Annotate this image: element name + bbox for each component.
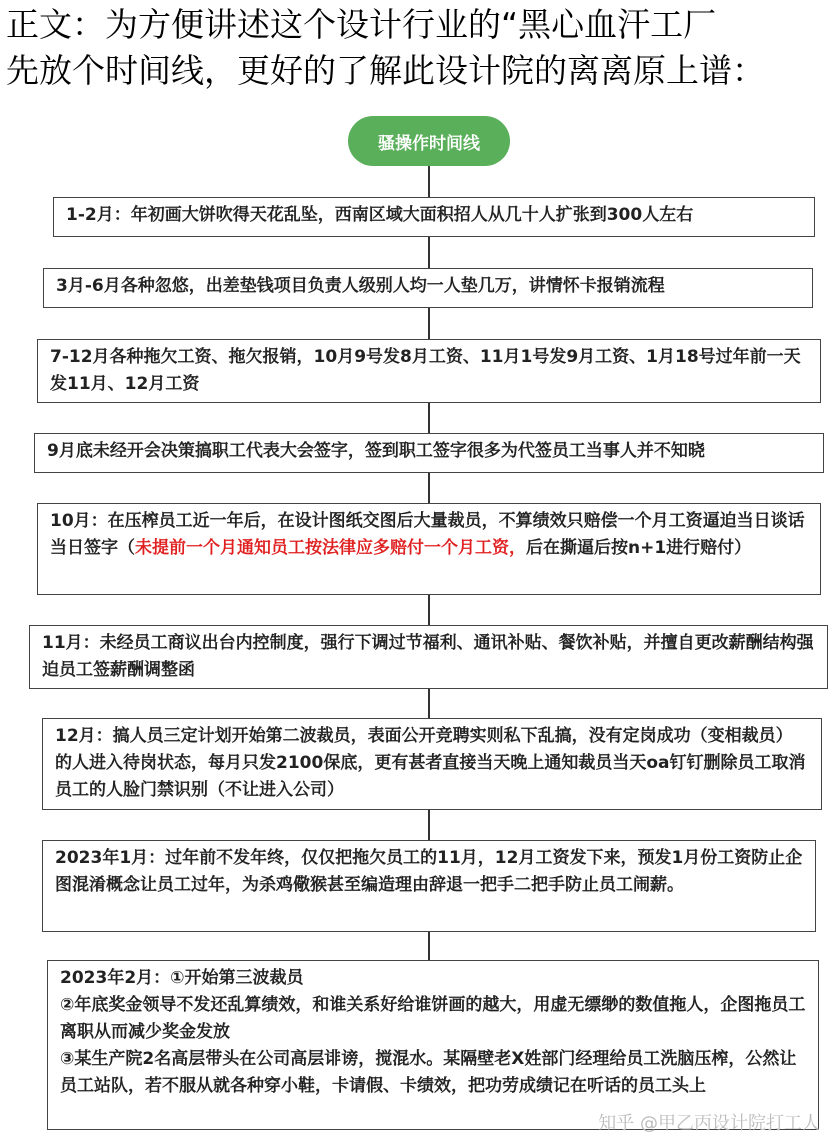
timeline-item-2023-feb	[47, 960, 819, 1130]
timeline-item-text-after: 后在撕逼后按n+1进行赔付）	[526, 538, 752, 558]
header-line-2: 先放个时间线，更好的了解此设计院的离离原上谱：	[6, 51, 765, 90]
timeline-item-sep	[34, 433, 824, 473]
watermark: 知乎 @甲乙丙设计院打工人	[598, 1113, 820, 1134]
timeline-item-line-1: 2023年2月：①开始第三波裁员	[60, 968, 304, 988]
timeline-item-line-2: ②年底奖金领导不发还乱算绩效，和谁关系好给谁饼画的越大，用虚无缥缈的数值拖人，企图拖员工离职从而减少奖金发放	[60, 995, 806, 1042]
timeline-item-text: 11月：未经员工商议出台内控制度，强行下调过节福利、通讯补贴、餐饮补贴，并擅自更改薪酬结构强迫员工签薪酬调整函	[42, 633, 814, 680]
timeline-item-2023-jan	[42, 840, 816, 932]
timeline-item-line-3: ③某生产院2名高层带头在公司高层诽谤，搅混水。某隔壁老X姓部门经理给员工洗脑压榨，公然让员工站队，若不服从就各种穿小鞋，卡请假、卡绩效，把功劳成绩记在听话的员工头上	[60, 1049, 797, 1096]
timeline-item-nov	[29, 625, 828, 689]
timeline-item-mar-jun	[43, 268, 813, 308]
timeline-item-text-highlight: 未提前一个月通知员工按法律应多赔付一个月工资，	[135, 538, 526, 558]
timeline-item-text: 1-2月：年初画大饼吹得天花乱坠，西南区域大面积招人从几十人扩张到300人左右	[66, 205, 694, 225]
timeline-item-jan-feb	[53, 197, 815, 237]
timeline-item-text: 7-12月各种拖欠工资、拖欠报销，10月9号发8月工资、11月1号发9月工资、1月18号过年前一天发11月、12月工资	[50, 347, 801, 394]
timeline-item-jul-dec	[37, 339, 821, 403]
timeline-item-text: 2023年1月：过年前不发年终，仅仅把拖欠员工的11月，12月工资发下来，预发1月份工资防止企图混淆概念让员工过年，为杀鸡儆猴甚至编造理由辞退一把手二把手防止员工闹薪。	[55, 848, 803, 895]
article-header	[6, 2, 828, 94]
timeline-item-text: 12月：搞人员三定计划开始第二波裁员，表面公开竞聘实则私下乱搞，没有定岗成功（变相裁员）的人进入待岗状态，每月只发2100保底，更有甚者直接当天晚上通知裁员当天oa钉钉删除员工取消员工的人脸门禁识别（不让进入公司）	[55, 726, 806, 800]
timeline-item-text-before: 10月：在压榨员工近一年后，在设计图纸交图后大量裁员，不算绩效只赔偿一个月工资逼迫当日谈话当日签字（	[50, 511, 805, 558]
timeline-item-text: 3月-6月各种忽悠，出差垫钱项目负责人级别人均一人垫几万，讲情怀卡报销流程	[56, 276, 665, 296]
timeline-item-text: 9月底未经开会决策搞职工代表大会签字，签到职工签字很多为代签员工当事人并不知晓	[47, 441, 705, 461]
timeline-title-pill: 骚操作时间线	[348, 116, 510, 166]
timeline-item-oct	[37, 503, 821, 595]
timeline-item-dec	[42, 718, 822, 810]
header-line-1: 正文：为方便讲述这个设计行业的“黑心血汗工厂	[6, 5, 717, 44]
